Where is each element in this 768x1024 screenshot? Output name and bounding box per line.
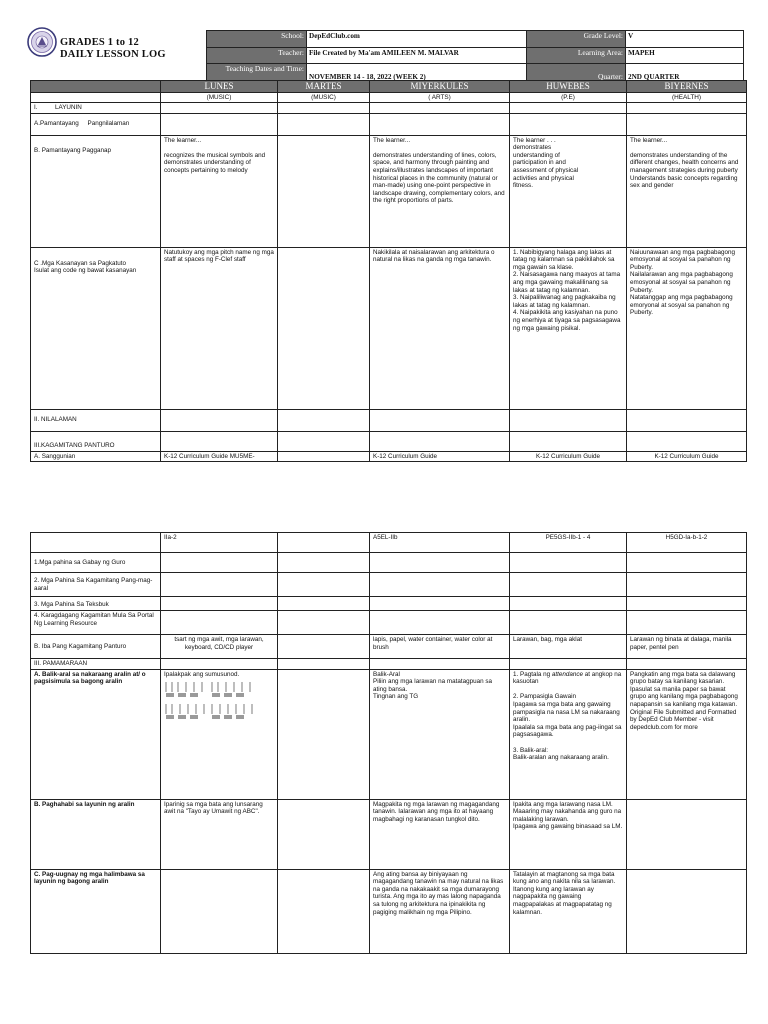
kagamitan-wednesday: lapis, papel, water container, water color at brush (370, 635, 510, 659)
cell (627, 573, 747, 597)
row-teksbuk (31, 597, 747, 611)
day-thursday: HUWEBES (510, 81, 627, 93)
balik-aral-thursday-emphasis: attendance (551, 670, 584, 678)
row-label-pagganap: B. Pamantayang Pagganap (31, 135, 161, 247)
cell (370, 659, 510, 670)
quarter-label: Quarter: (527, 64, 626, 83)
cell (161, 113, 278, 135)
school-value: DepEdClub.com (307, 31, 527, 48)
kasanayan-friday: Naiuunawaan ang mga pagbabagong emosyonal at sosyal sa panahon ng Puberty. Nailalarawan ang mga pagbabagong emosyonal at sosyal sa panahon ng Puberty. Natatanggap ang mga pagbabagong emoryonal at sosyal sa panahon ng Puberty. (627, 247, 747, 409)
row-label-kasanayan: C .Mga Kasanayan sa Pagkatuto Isulat ang code ng bawat kasanayan (31, 247, 161, 409)
pagganap-friday: The learner... demonstrates understanding of the different changes, health concerns and management strategies during puberty Understands basic concepts regarding sex and gender (627, 135, 747, 247)
cell (161, 409, 278, 431)
row-pamamaraan (31, 659, 747, 670)
row-layunin (31, 103, 747, 114)
learning-area-label: Learning Area: (527, 47, 626, 64)
cell (278, 113, 370, 135)
cell (627, 597, 747, 611)
code-thursday: PE5GS-IIb-1 - 4 (510, 533, 627, 553)
pagganap-thursday: The learner . . . demonstrates understanding of participation in and assessment of physical activities and physical fitness. (510, 135, 627, 247)
paghahabi-wednesday: Magpakita ng mga larawan ng magagandang tanawin. Ialarawan ang mga ito at hayaang magbahagi ng karanasan tungkol dito. (370, 799, 510, 869)
subject-thursday: (P.E) (510, 93, 627, 103)
row-label-sanggunian: A. Sanggunian (31, 451, 161, 462)
cell (370, 431, 510, 451)
code-friday: H5GD-Ia-b-1-2 (627, 533, 747, 553)
row-iba-pang-kagamitan (31, 635, 747, 659)
row-kasanayan (31, 247, 747, 409)
school-label: School: (207, 31, 307, 48)
cell (510, 611, 627, 635)
cell (278, 135, 370, 247)
balik-aral-friday: Pangkatin ang mga bata sa dalawang grupo batay sa kanilang kasarian. Ipasulat sa manila paper sa bawat grupo ang kanilang mga pagbabagong napapansin sa kanilang mga katawan. Original File Submitted and Formatted by DepEd Club Member - visit depedclub.com for more (627, 669, 747, 799)
row-codes (31, 533, 747, 553)
row-sanggunian (31, 451, 747, 462)
cell (370, 597, 510, 611)
subject-friday: (HEALTH) (627, 93, 747, 103)
rhythm-pattern-image (164, 678, 268, 722)
cell (627, 113, 747, 135)
balik-aral-monday (161, 669, 278, 799)
code-wednesday: A5EL-IIb (370, 533, 510, 553)
pagganap-monday: The learner... recognizes the musical symbols and demonstrates understanding of concepts pertaining to melody (161, 135, 278, 247)
cell (161, 431, 278, 451)
cell (370, 611, 510, 635)
cell (510, 553, 627, 573)
kasanayan-monday: Natutukoy ang mga pitch name ng mga staff at spaces ng F-Clef staff (161, 247, 278, 409)
row-label-nilalaman: II. NILALAMAN (31, 409, 161, 431)
cell (510, 659, 627, 670)
cell (510, 597, 627, 611)
cell (510, 103, 627, 114)
teacher-label: Teacher: (207, 47, 307, 64)
cell (627, 431, 747, 451)
cell (370, 553, 510, 573)
cell (278, 409, 370, 431)
code-monday: IIa-2 (161, 533, 278, 553)
cell (161, 611, 278, 635)
deped-seal-icon (27, 27, 57, 57)
kagamitan-friday: Larawan ng binata at dalaga, manila paper, pentel pen (627, 635, 747, 659)
paghahabi-monday: Iparinig sa mga bata ang lunsarang awit na "Tayo ay Umawit ng ABC". (161, 799, 278, 869)
cell (161, 597, 278, 611)
pag-uugnay-wednesday: Ang ating bansa ay biniyayaan ng magagandang tanawin na may natural na likas na ganda na nakakaakit sa mga dumarayong turista. Ang mga ito ay mas lalong napaganda sa tulong ng arkitektura na ipinakikita ng pagiging malikhain ng mga Pilipino. (370, 869, 510, 953)
cell (627, 409, 747, 431)
row-label-gabay-guro: 1.Mga pahina sa Gabay ng Guro (31, 553, 161, 573)
row-kagamitang-mag-aaral (31, 573, 747, 597)
sanggunian-wednesday: K-12 Curriculum Guide (370, 451, 510, 462)
kagamitan-monday: tsart ng mga awit, mga larawan, keyboard, CD/CD player (161, 635, 278, 659)
cell (627, 611, 747, 635)
row-label-pangnilalaman: A.Pamantayang Pangnilalaman (31, 113, 161, 135)
subject-tuesday: (MUSIC) (278, 93, 370, 103)
cell (161, 553, 278, 573)
cell (278, 553, 370, 573)
cell (370, 113, 510, 135)
cell (278, 659, 370, 670)
pag-uugnay-thursday: Tatalayin at magtanong sa mga bata kung ano ang nakita nila sa larawan. Itanong kung ang larawan ay nagpapakita ng gawaing magpapalakas at magpapatatag ng kalamnan. (510, 869, 627, 953)
cell (278, 247, 370, 409)
subject-blank (31, 93, 161, 103)
quarter-value: 2ND QUARTER (626, 64, 744, 83)
row-label-kagamitang-mag-aaral: 2. Mga Pahina Sa Kagamitang Pang-mag-aaral (31, 573, 161, 597)
row-pamantayang-pangnilalaman (31, 113, 747, 135)
log-title-line1: GRADES 1 to 12 (60, 37, 139, 48)
cell (627, 103, 747, 114)
day-tuesday: MARTES (278, 81, 370, 93)
cell (31, 533, 161, 553)
cell (278, 533, 370, 553)
cell (161, 573, 278, 597)
cell (510, 409, 627, 431)
grade-level-value: V (626, 31, 744, 48)
cell (278, 799, 370, 869)
cell (510, 573, 627, 597)
paghahabi-thursday: Ipakita ang mga larawang nasa LM. Maaaring may nakahanda ang guro na malalaking larawan. Ipagawa ang gawaing binasaad sa LM. (510, 799, 627, 869)
row-label-balik-aral: A. Balik-aral sa nakaraang aralin at/ o pagsisimula sa bagong aralin (31, 669, 161, 799)
teaching-dates-label: Teaching Dates and Time: (207, 64, 307, 83)
row-nilalaman (31, 409, 747, 431)
cell (278, 635, 370, 659)
kasanayan-thursday: 1. Nabibigyang halaga ang lakas at tatag ng kalamnan sa pakikilahok sa mga gawain sa klase. 2. Naisasagawa nang maayos at tama ang mga gawaing makalilinang sa lakas at tatag ng kalamnan. 3. Naipaliliwanag ang pagkakaiba ng lakas at tatag ng kalamnan. 4. Naipakikita ang kasiyahan na puno ng enerhiya at tiyaga sa pagsasagawa ng mga gawaing pisikal. (510, 247, 627, 409)
cell (278, 597, 370, 611)
sanggunian-monday: K-12 Curriculum Guide MU5ME- (161, 451, 278, 462)
pagganap-wednesday: The learner... demonstrates understanding of lines, colors, space, and harmony through painting and explains/illustrates landscapes of important historical places in the community (natural or man-made) using one-point perspective in landscape drawing, complementary colors, and the right proportions of parts. (370, 135, 510, 247)
row-label-learning-resource: 4. Karagdagang Kagamitan Mula Sa Portal Ng Learning Resource (31, 611, 161, 635)
grade-level-label: Grade Level: (527, 31, 626, 48)
row-paghahabi (31, 799, 747, 869)
row-label-teksbuk: 3. Mga Pahina Sa Teksbuk (31, 597, 161, 611)
row-gabay-guro (31, 553, 747, 573)
sanggunian-friday: K-12 Curriculum Guide (627, 451, 747, 462)
day-wednesday: MIYERKULES (370, 81, 510, 93)
row-label-iba-pang-kagamitan: B. Iba Pang Kagamitang Panturo (31, 635, 161, 659)
lesson-table-2 (30, 532, 747, 954)
day-monday: LUNES (161, 81, 278, 93)
learning-area-value: MAPEH (626, 47, 744, 64)
cell (161, 869, 278, 953)
cell (627, 869, 747, 953)
cell (627, 553, 747, 573)
teaching-dates-value: NOVEMBER 14 - 18, 2022 (WEEK 2) (307, 64, 527, 83)
teacher-value: File Created by Ma'am AMILEEN M. MALVAR (307, 47, 527, 64)
row-label-kagamitan: III.KAGAMITANG PANTURO (31, 431, 161, 451)
row-pamantayang-pagganap (31, 135, 747, 247)
row-kagamitan (31, 431, 747, 451)
cell (370, 573, 510, 597)
log-title-line2: DAILY LESSON LOG (60, 49, 166, 60)
cell (278, 451, 370, 462)
cell (278, 573, 370, 597)
cell (278, 103, 370, 114)
row-label-layunin: I. LAYUNIN (31, 103, 161, 114)
cell (161, 659, 278, 670)
row-learning-resource (31, 611, 747, 635)
balik-aral-wednesday: Balik-Aral Piliin ang mga larawan na matatagpuan sa ating bansa. Tingnan ang TG (370, 669, 510, 799)
cell (370, 409, 510, 431)
row-label-paghahabi: B. Paghahabi sa layunin ng aralin (31, 799, 161, 869)
cell (278, 669, 370, 799)
day-friday: BIYERNES (627, 81, 747, 93)
cell (161, 103, 278, 114)
subject-wednesday: ( ARTS) (370, 93, 510, 103)
row-label-pamamaraan: III. PAMAMARAAN (31, 659, 161, 670)
cell (510, 431, 627, 451)
sanggunian-thursday: K-12 Curriculum Guide (510, 451, 627, 462)
header-info-table (206, 30, 744, 83)
kagamitan-thursday: Larawan, bag, mga aklat (510, 635, 627, 659)
cell (627, 799, 747, 869)
cell (627, 659, 747, 670)
lesson-table-1 (30, 80, 747, 462)
cell (278, 869, 370, 953)
cell (278, 611, 370, 635)
cell (278, 431, 370, 451)
day-header-blank (31, 81, 161, 93)
row-pag-uugnay (31, 869, 747, 953)
cell (510, 113, 627, 135)
log-title (60, 37, 166, 61)
day-header-row (31, 81, 747, 93)
kasanayan-wednesday: Nakikilala at naisalarawan ang arkitektura o natural na likas na ganda ng mga tanawin. (370, 247, 510, 409)
subject-row (31, 93, 747, 103)
cell (370, 103, 510, 114)
subject-monday: (MUSIC) (161, 93, 278, 103)
balik-aral-thursday-part2: at angkop na kasuotan 2. Pampasigla Gawain Ipagawa sa mga bata ang gawaing pampasigla na nasa LM sa nakaraang aralin. Ipaalala sa mga bata ang pag-iingat sa pagsasagawa. 3. Balik-aral: Balik-aralan ang nakaraang aralin. (513, 670, 622, 762)
balik-aral-monday-text: Ipalakpak ang sumusunod. (164, 670, 240, 678)
balik-aral-thursday (510, 669, 627, 799)
balik-aral-thursday-part1: 1. Pagtala ng (513, 670, 552, 678)
row-balik-aral (31, 669, 747, 799)
row-label-pag-uugnay: C. Pag-uugnay ng mga halimbawa sa layunin ng bagong aralin (31, 869, 161, 953)
